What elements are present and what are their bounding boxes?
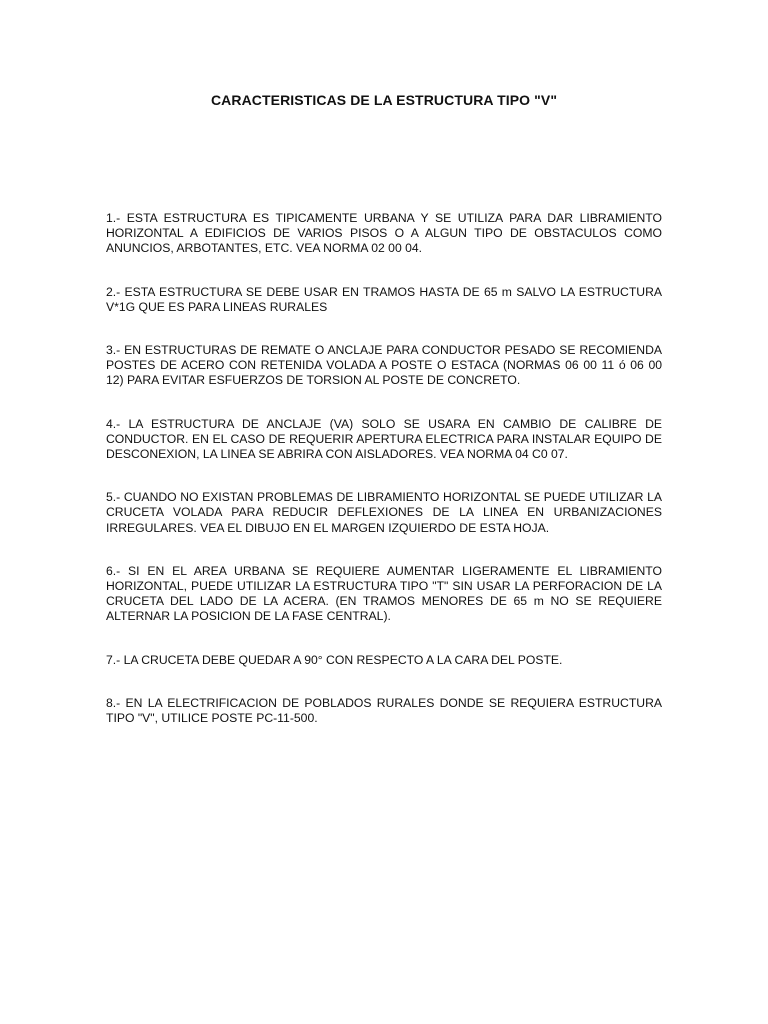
document-title: CARACTERISTICAS DE LA ESTRUCTURA TIPO "V" (210, 92, 558, 108)
list-item: 7.- LA CRUCETA DEBE QUEDAR A 90° CON RESPECTO A LA CARA DEL POSTE. (106, 652, 563, 667)
list-item: 1.- ESTA ESTRUCTURA ES TIPICAMENTE URBANA Y SE UTILIZA PARA DAR LIBRAMIENTO HORIZONTAL A EDIFICIOS DE VARIOS PISOS O A ALGUN TIPO DE OBSTACULOS COMO ANUNCIOS, ARBOTANTES, ETC. VEA NORMA 02 00 04. (106, 211, 662, 256)
characteristics-list (106, 211, 662, 726)
list-item: 2.- ESTA ESTRUCTURA SE DEBE USAR EN TRAMOS HASTA DE 65 m SALVO LA ESTRUCTURA V*1G QUE ES PARA LINEAS RURALES (106, 284, 662, 314)
list-item: 6.- SI EN EL AREA URBANA SE REQUIERE AUMENTAR LIGERAMENTE EL LIBRAMIENTO HORIZONTAL, PUEDE UTILIZAR LA ESTRUCTURA TIPO "T" SIN USAR LA PERFORACION DE LA CRUCETA DEL LADO DE LA ACERA. (EN TRAMOS MENORES DE 65 m NO SE REQUIERE ALTERNAR LA POSICION DE LA FASE CENTRAL). (106, 563, 662, 624)
list-item: 5.- CUANDO NO EXISTAN PROBLEMAS DE LIBRAMIENTO HORIZONTAL SE PUEDE UTILIZAR LA CRUCETA VOLADA PARA REDUCIR DEFLEXIONES DE LA LINEA EN URBANIZACIONES IRREGULARES. VEA EL DIBUJO EN EL MARGEN IZQUIERDO DE ESTA HOJA. (106, 490, 662, 535)
list-item: 3.- EN ESTRUCTURAS DE REMATE O ANCLAJE PARA CONDUCTOR PESADO SE RECOMIENDA POSTES DE ACERO CON RETENIDA VOLADA A POSTE O ESTACA (NORMAS 06 00 11 ó 06 00 12) PARA EVITAR ESFUERZOS DE TORSION AL POSTE DE CONCRETO. (106, 343, 662, 388)
list-item: 4.- LA ESTRUCTURA DE ANCLAJE (VA) SOLO SE USARA EN CAMBIO DE CALIBRE DE CONDUCTOR. EN EL CASO DE REQUERIR APERTURA ELECTRICA PARA INSTALAR EQUIPO DE DESCONEXION, LA LINEA SE ABRIRA CON AISLADORES. VEA NORMA 04 C0 07. (106, 416, 662, 462)
list-item: 8.- EN LA ELECTRIFICACION DE POBLADOS RURALES DONDE SE REQUIERA ESTRUCTURA TIPO "V", UTILICE POSTE PC-11-500. (106, 695, 662, 726)
